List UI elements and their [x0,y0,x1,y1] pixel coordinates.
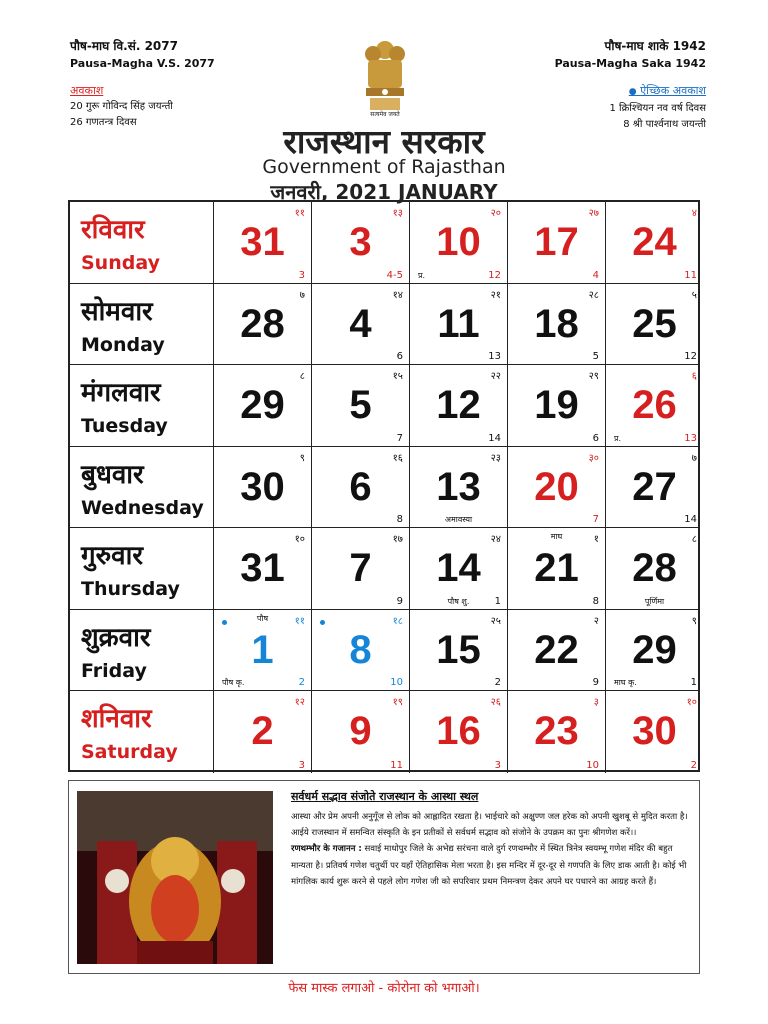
tithi-number: १८ [392,615,403,627]
tithi-number: १४ [392,289,403,301]
date-cell [409,691,507,773]
date-number: 16 [436,709,481,753]
date-number: 4 [349,301,372,346]
date-cell [605,528,703,609]
secondary-date: 4 [592,269,599,281]
date-number: 7 [349,546,372,590]
date-number: 31 [240,546,285,590]
holiday-item: 26 गणतन्त्र दिवस [70,117,137,128]
date-number: 14 [436,546,481,590]
secondary-date: 13 [488,351,501,362]
day-name-hindi: बुधवार [81,459,144,490]
secondary-date: 10 [586,759,599,771]
day-label [70,528,213,609]
day-name-hindi: शनिवार [81,704,152,734]
secondary-date: 3 [494,759,501,771]
date-number: 10 [436,220,481,264]
tithi-number: २० [490,208,501,219]
date-number: 21 [534,546,579,590]
date-number: 2 [251,709,274,753]
tithi-number: २६ [490,697,501,708]
date-number: 9 [349,709,372,753]
optional-holidays-title: ● ऐच्छिक अवकाश [628,84,706,97]
date-number: 13 [436,464,481,509]
tithi-number: ७ [691,452,697,464]
week-row-sunday [70,202,698,284]
title-hindi: राजस्थान सरकार [283,122,485,161]
date-cell [213,691,311,773]
day-name-english: Tuesday [81,415,168,437]
tithi-number: २२ [490,371,501,382]
date-number: 23 [534,709,579,753]
day-name-english: Sunday [81,252,160,274]
date-number: 29 [632,627,677,672]
day-label [70,365,213,446]
tithi-label: पौष शु. [447,596,470,606]
tithi-number: ३ [593,697,599,708]
tithi-number: २ [593,615,599,627]
secondary-date: 12 [684,351,697,362]
date-number: 20 [534,464,579,509]
paksha-label: पौष कृ. [222,678,245,687]
secondary-date: 11 [390,759,403,771]
date-number: 25 [632,301,677,346]
tithi-number: ८ [691,534,697,545]
day-label [70,447,213,528]
date-cell [605,447,703,528]
info-subheading: रणथम्भौर के गजानन : [291,844,362,855]
secondary-date: 14 [684,514,697,525]
date-number: 26 [632,383,677,427]
calendar-grid [68,200,700,772]
tithi-number: ९ [299,452,305,464]
date-number: 15 [436,627,481,672]
date-cell [311,447,409,528]
month-change-label: माघ [550,532,563,541]
tithi-number: १ [593,534,599,545]
day-name-hindi: रविवार [81,215,145,245]
day-name-hindi: मंगलवार [81,378,161,408]
info-paragraph-2 [291,841,691,890]
tithi-number: ८ [299,371,305,382]
month-title: जनवरी, 2021 JANUARY [270,180,498,204]
week-row-saturday [70,691,698,773]
holiday-item: 20 गुरू गोविन्द सिंह जयन्ती [70,101,173,112]
date-cell [605,365,703,446]
tithi-number: ६ [691,371,697,382]
optional-holiday-item: 8 श्री पार्श्वनाथ जयन्ती [623,119,706,130]
week-row-thursday [70,528,698,610]
paksha-label: प्र. [614,433,622,443]
secondary-date: 8 [396,514,403,525]
info-paragraph-text: सवाई माधोपुर जिले के अभेद्य सरंचना वाले दुर्ग रणथम्भौर में स्थित त्रिनेत्र स्वयम्भू गणेश मंदिर की बहुत मान्यता है। प्रतिवर्ष गणेश चतुर्थी पर यहाँ ऐतिहासिक मेला भरता है। इस मन्दिर में दूर-दूर से गणपति के लिए डाक आती है। कोई भी मांगलिक कार्य शुरू करने से पहले लोग गणेश जी को सपरिवार प्रथम निमन्त्रण देकर अपने घर पधारने का आग्रह करते हैं। [291,844,687,887]
tithi-number: १० [686,697,697,708]
date-number: 6 [349,464,372,509]
day-name-english: Monday [81,333,165,356]
date-number: 30 [240,464,285,509]
secondary-date: 2 [690,759,697,771]
date-cell [605,284,703,365]
date-number: 1 [251,627,274,672]
date-cell [507,284,605,365]
day-label [70,284,213,365]
tithi-label: पूर्णिमा [644,596,665,606]
date-cell [507,528,605,609]
secondary-date: 14 [488,432,501,444]
date-cell [213,284,311,365]
secondary-date: 1 [494,595,501,607]
date-number: 11 [437,301,480,346]
week-row-wednesday [70,447,698,529]
secondary-date: 12 [488,269,501,281]
date-cell [605,691,703,773]
info-box [68,780,700,974]
secondary-date: 7 [396,432,403,444]
tithi-number: १२ [294,697,305,708]
day-label [70,691,213,773]
date-number: 19 [534,383,579,427]
date-cell [409,284,507,365]
tithi-number: १९ [392,697,403,708]
tithi-number: २८ [588,289,599,301]
tithi-number: १७ [392,534,403,545]
date-cell [311,365,409,446]
tithi-number: २७ [588,208,599,219]
date-cell [213,447,311,528]
date-number: 12 [436,383,481,427]
secondary-date: 2 [298,677,305,688]
date-cell [507,365,605,446]
week-row-monday [70,284,698,366]
title-english: Government of Rajasthan [262,156,506,178]
date-cell [213,365,311,446]
secondary-date: 6 [396,351,403,362]
date-number: 18 [534,301,579,346]
day-name-english: Wednesday [81,496,204,519]
ganesh-temple-photo [77,791,273,964]
date-number: 28 [240,301,285,346]
date-number: 8 [349,627,372,672]
holidays-title: अवकाश [70,84,104,97]
secondary-date: 3 [298,269,305,281]
day-name-english: Saturday [81,741,178,763]
tithi-number: १६ [392,452,403,464]
date-number: 17 [534,220,579,264]
secondary-date: 11 [684,269,697,281]
day-name-hindi: गुरुवार [81,541,144,571]
date-cell [311,284,409,365]
info-body [291,809,691,890]
date-cell [409,202,507,283]
date-cell [409,528,507,609]
date-number: 28 [632,546,677,590]
tithi-number: १३ [392,208,403,219]
secondary-date: 9 [592,677,599,688]
tithi-number: २५ [490,615,501,627]
day-name-hindi: शुक्रवार [81,622,151,653]
optional-holiday-dot [320,620,325,625]
date-number: 22 [534,627,579,672]
mask-slogan: फेस मास्क लगाओ - कोरोना को भगाओ। [288,981,480,996]
date-cell [409,610,507,691]
secondary-date: 2 [494,677,501,688]
paksha-label: प्र. [418,270,426,280]
date-cell [507,202,605,283]
tithi-number: १५ [392,371,403,382]
secondary-date: 3 [298,759,305,771]
week-row-tuesday [70,365,698,447]
date-cell [213,528,311,609]
tithi-number: १० [294,534,305,545]
tithi-number: ११ [294,615,305,627]
tithi-number: ५ [691,289,697,301]
date-cell [507,691,605,773]
date-number: 30 [632,709,677,753]
tithi-number: ४ [691,208,697,219]
day-name-english: Thursday [81,578,180,600]
day-name-english: Friday [81,659,147,682]
tithi-number: २४ [490,534,501,545]
date-cell [605,202,703,283]
tithi-label: अमावस्या [444,515,473,524]
date-cell [409,365,507,446]
tithi-number: २३ [490,452,501,464]
tithi-number: २१ [490,289,501,301]
vikram-samvat-hi: पौष-माघ वि.सं. 2077 [70,39,178,53]
vikram-samvat-en: Pausa-Magha V.S. 2077 [70,57,215,70]
tithi-number: ९ [691,615,697,627]
secondary-date: 7 [592,514,599,525]
info-paragraph: आस्था और प्रेम अपनी अनुगूँज से लोक को आह्लादित रखता है। भाईचारे को अक्षुण्ण जल हरेक को अपनी खुशबू से मुदित करता है। आईये राजस्थान में समन्वित संस्कृति के इन प्रतीकों से सर्वधर्म सद्भाव को संजोने के उपक्रम का पुनः श्रीगणेश करें।। [291,812,688,839]
date-cell [311,528,409,609]
date-cell [605,610,703,691]
date-cell [507,447,605,528]
paksha-label: माघ कृ. [614,678,637,687]
secondary-date: 8 [592,595,599,607]
day-name-hindi: सोमवार [81,296,153,327]
saka-hi: पौष-माघ शाके 1942 [604,39,706,53]
secondary-date: 5 [592,351,599,362]
date-number: 24 [632,220,677,264]
secondary-date: 4-5 [386,269,403,281]
saka-en: Pausa-Magha Saka 1942 [554,57,706,70]
date-number: 3 [349,220,372,264]
secondary-date: 10 [390,677,403,688]
secondary-date: 13 [684,432,697,444]
info-title: सर्वधर्म सद्भाव संजोते राजस्थान के आस्था स्थल [291,790,479,803]
date-cell [507,610,605,691]
tithi-number: २९ [588,371,599,382]
week-row-friday [70,610,698,692]
tithi-number: ११ [294,208,305,219]
tithi-number: ३० [588,452,599,464]
date-cell [213,610,311,691]
date-number: 27 [632,464,677,509]
secondary-date: 1 [690,677,697,688]
day-label [70,610,213,691]
date-number: 29 [240,383,285,427]
date-cell [213,202,311,283]
secondary-date: 6 [592,432,599,444]
date-cell [409,447,507,528]
date-cell [311,202,409,283]
emblem-caption: सत्यमेव जयते [370,111,400,118]
secondary-date: 9 [396,595,403,607]
optional-holiday-item: 1 क्रिश्चियन नव वर्ष दिवस [609,103,706,114]
date-cell [311,610,409,691]
month-change-label: पौष [256,613,269,623]
date-number: 31 [240,220,285,264]
state-emblem [358,38,412,118]
date-cell [311,691,409,773]
day-label [70,202,213,283]
date-number: 5 [349,383,372,427]
tithi-number: ७ [299,289,305,301]
